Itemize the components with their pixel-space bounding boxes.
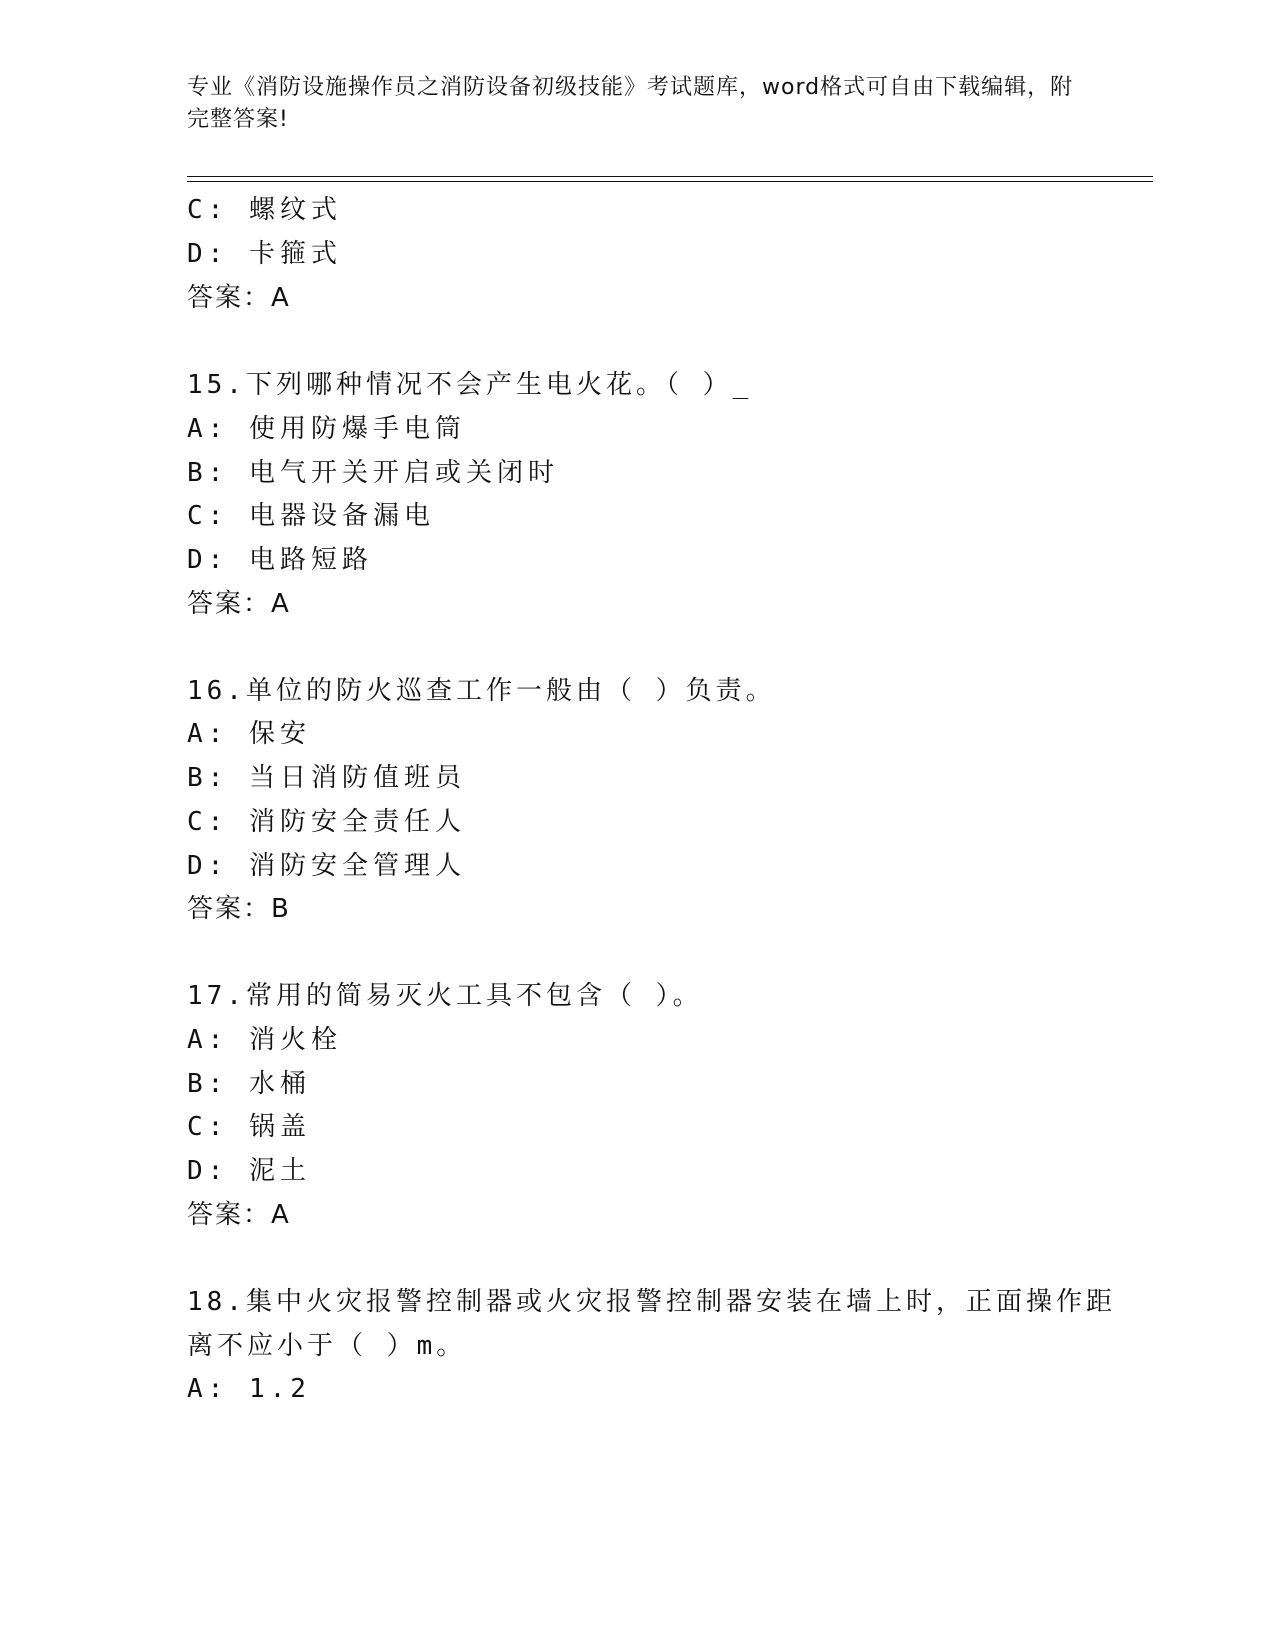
option-d: D: 电路短路 — [187, 545, 373, 575]
question-18-line-1: 18.集中火灾报警控制器或火灾报警控制器安装在墙上时，正面操作距 — [187, 1287, 1116, 1317]
option-a: A: 1.2 — [187, 1374, 311, 1404]
option-c: C: 消防安全责任人 — [187, 807, 466, 837]
option-a: A: 使用防爆手电筒 — [187, 414, 466, 444]
header-rule-top — [187, 176, 1153, 177]
option-d: D: 泥土 — [187, 1156, 311, 1186]
option-c: C: 锅盖 — [187, 1112, 311, 1142]
question-17: 17.常用的简易灭火工具不包含（ ）。 — [187, 981, 703, 1011]
option-b: B: 电气开关开启或关闭时 — [187, 458, 559, 488]
answer: 答案：B — [187, 894, 291, 924]
option-c: C: 螺纹式 — [187, 195, 342, 225]
option-b: B: 当日消防值班员 — [187, 763, 466, 793]
option-c: C: 电器设备漏电 — [187, 501, 435, 531]
question-18-line-2: 离不应小于（ ）m。 — [187, 1331, 467, 1361]
option-b: B: 水桶 — [187, 1069, 311, 1099]
answer: 答案：A — [187, 1200, 291, 1230]
header-rule-bottom — [187, 181, 1153, 182]
option-a: A: 消火栓 — [187, 1025, 342, 1055]
document-header: 专业《消防设施操作员之消防设备初级技能》考试题库，word格式可自由下载编辑，附完整答案! — [187, 75, 1074, 132]
question-16: 16.单位的防火巡查工作一般由（ ）负责。 — [187, 676, 776, 706]
option-a: A: 保安 — [187, 719, 311, 749]
answer: 答案：A — [187, 283, 291, 313]
option-d: D: 消防安全管理人 — [187, 851, 466, 881]
question-15: 15.下列哪种情况不会产生电火花。（ ）_ — [187, 370, 753, 400]
answer: 答案：A — [187, 589, 291, 619]
option-d: D: 卡箍式 — [187, 239, 342, 269]
